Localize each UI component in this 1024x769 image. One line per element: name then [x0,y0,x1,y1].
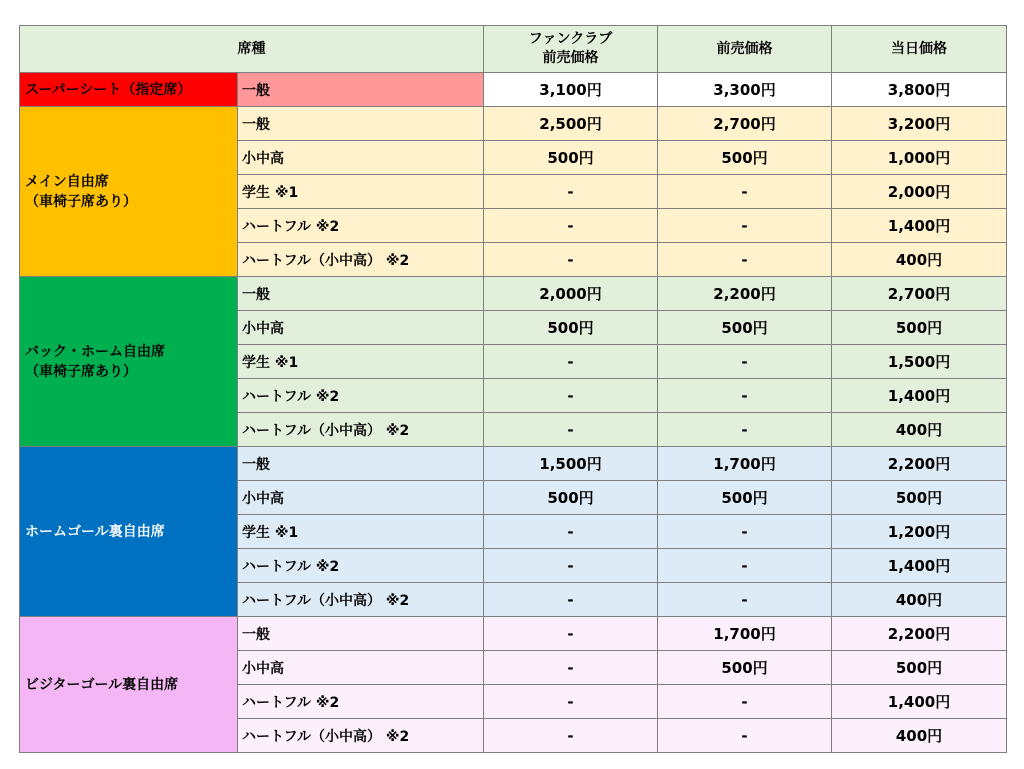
same-day-price: 1,400円 [832,209,1007,243]
ticket-type: ハートフル（小中高） ※2 [238,413,484,447]
same-day-price: 400円 [832,583,1007,617]
ticket-type: ハートフル ※2 [238,379,484,413]
table-row [20,617,1007,651]
ticket-type: ハートフル（小中高） ※2 [238,583,484,617]
same-day-price: 400円 [832,413,1007,447]
section-name-line: スーパーシート（指定席） [25,81,192,98]
fanclub-price: - [484,175,658,209]
fanclub-price: - [484,413,658,447]
advance-price: 500円 [658,651,832,685]
fanclub-price: - [484,651,658,685]
ticket-type: 小中高 [238,651,484,685]
fanclub-price: - [484,209,658,243]
advance-price: - [658,379,832,413]
advance-price: - [658,209,832,243]
section-name-line: ビジターゴール裏自由席 [25,676,179,693]
ticket-type: ハートフル ※2 [238,685,484,719]
same-day-price: 500円 [832,481,1007,515]
table-row [20,73,1007,107]
ticket-type: 一般 [238,277,484,311]
advance-price: 2,700円 [658,107,832,141]
ticket-type: 一般 [238,617,484,651]
fanclub-price: - [484,583,658,617]
header-same-day-price: 当日価格 [832,26,1007,73]
header-fanclub-price [484,26,658,73]
advance-price: - [658,413,832,447]
section-name-main [20,107,238,277]
advance-price: - [658,685,832,719]
same-day-price: 1,000円 [832,141,1007,175]
ticket-type: ハートフル ※2 [238,549,484,583]
fanclub-price: 3,100円 [484,73,658,107]
same-day-price: 400円 [832,243,1007,277]
advance-price: - [658,243,832,277]
advance-price: 1,700円 [658,617,832,651]
fanclub-price: 500円 [484,481,658,515]
advance-price: 500円 [658,481,832,515]
fanclub-price: 2,500円 [484,107,658,141]
fanclub-price: - [484,719,658,753]
section-name-line: （車椅子席あり） [25,363,137,380]
ticket-type: 一般 [238,447,484,481]
advance-price: - [658,583,832,617]
same-day-price: 500円 [832,651,1007,685]
fanclub-price: 1,500円 [484,447,658,481]
fanclub-price: 500円 [484,311,658,345]
fanclub-price: - [484,515,658,549]
ticket-type: 一般 [238,73,484,107]
advance-price: 500円 [658,141,832,175]
ticket-type: ハートフル（小中高） ※2 [238,719,484,753]
same-day-price: 1,400円 [832,549,1007,583]
ticket-type: 小中高 [238,141,484,175]
same-day-price: 1,400円 [832,379,1007,413]
table-header-row [20,26,1007,73]
section-name-visitor-goal [20,617,238,753]
ticket-type: ハートフル ※2 [238,209,484,243]
same-day-price: 2,000円 [832,175,1007,209]
fanclub-price: - [484,617,658,651]
same-day-price: 1,200円 [832,515,1007,549]
advance-price: 3,300円 [658,73,832,107]
advance-price: 1,700円 [658,447,832,481]
fanclub-price: - [484,379,658,413]
fanclub-price: - [484,345,658,379]
section-name-super-seat [20,73,238,107]
advance-price: - [658,345,832,379]
fanclub-price: - [484,243,658,277]
section-name-home-goal [20,447,238,617]
ticket-type: 小中高 [238,481,484,515]
ticket-type: 一般 [238,107,484,141]
advance-price: - [658,515,832,549]
same-day-price: 1,400円 [832,685,1007,719]
ticket-type: 小中高 [238,311,484,345]
section-name-line: メイン自由席 [25,173,109,190]
same-day-price: 3,200円 [832,107,1007,141]
ticket-type: 学生 ※1 [238,345,484,379]
table-row [20,107,1007,141]
advance-price: - [658,175,832,209]
header-fanclub-line2: 前売価格 [542,50,599,66]
same-day-price: 500円 [832,311,1007,345]
ticket-price-table [19,25,1007,753]
ticket-type: 学生 ※1 [238,175,484,209]
advance-price: - [658,719,832,753]
fanclub-price: 500円 [484,141,658,175]
fanclub-price: - [484,549,658,583]
same-day-price: 2,200円 [832,617,1007,651]
section-name-back-home [20,277,238,447]
section-name-line: バック・ホーム自由席 [25,343,165,360]
table-row [20,277,1007,311]
section-name-line: ホームゴール裏自由席 [25,523,165,540]
fanclub-price: 2,000円 [484,277,658,311]
advance-price: 500円 [658,311,832,345]
ticket-type: 学生 ※1 [238,515,484,549]
fanclub-price: - [484,685,658,719]
header-fanclub-line1: ファンクラブ [528,31,613,47]
advance-price: - [658,549,832,583]
ticket-type: ハートフル（小中高） ※2 [238,243,484,277]
header-seat-type: 席種 [20,26,484,73]
same-day-price: 2,700円 [832,277,1007,311]
same-day-price: 1,500円 [832,345,1007,379]
section-name-line: （車椅子席あり） [25,193,137,210]
table-row [20,447,1007,481]
same-day-price: 3,800円 [832,73,1007,107]
same-day-price: 400円 [832,719,1007,753]
advance-price: 2,200円 [658,277,832,311]
same-day-price: 2,200円 [832,447,1007,481]
header-advance-price: 前売価格 [658,26,832,73]
